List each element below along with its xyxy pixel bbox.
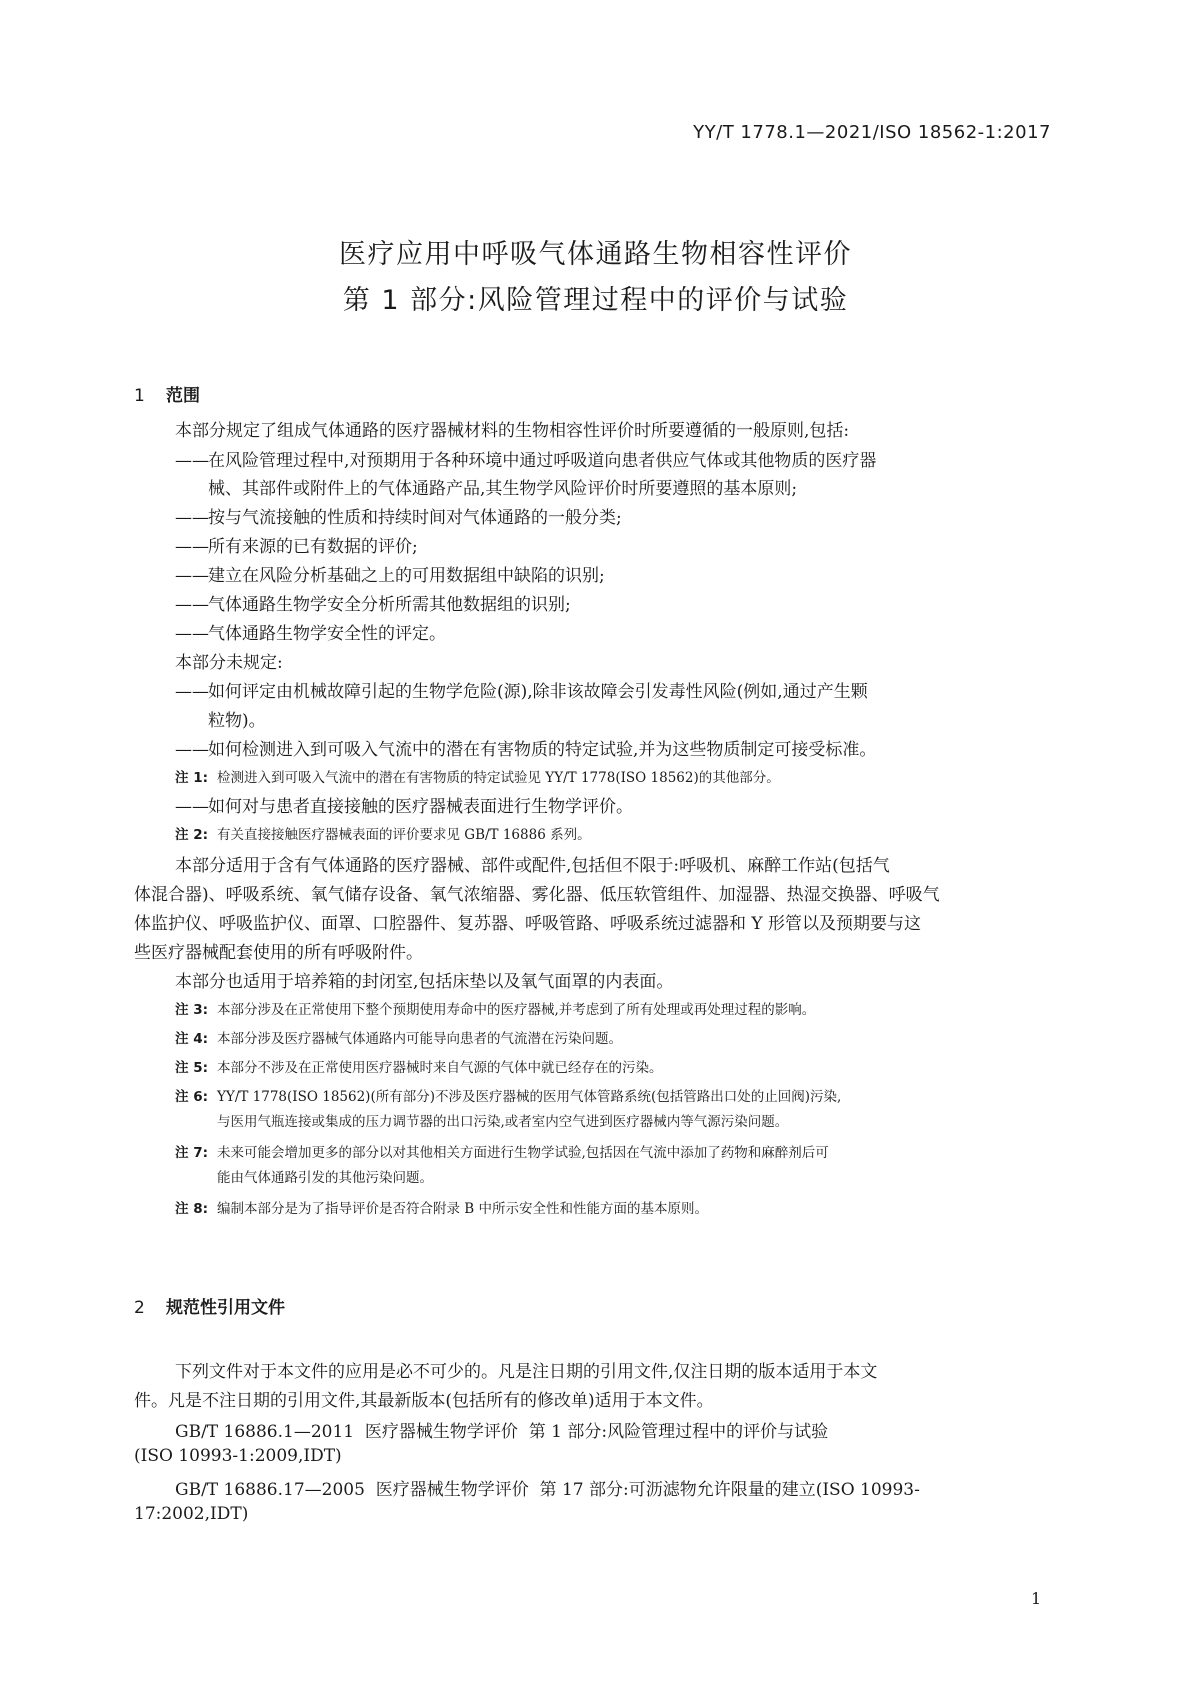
section-number: 1 [134, 386, 145, 406]
dash-item: ——如何对与患者直接接触的医疗器械表面进行生物学评价。 [175, 797, 633, 817]
note-label: 注 8: [175, 1201, 208, 1217]
dash-item-continuation: 械、其部件或附件上的气体通路产品,其生物学风险评价时所要遵照的基本原则; [208, 479, 798, 499]
reference-item-cont: (ISO 10993-1:2009,IDT) [134, 1446, 342, 1466]
note-label: 注 2: [175, 827, 208, 843]
applies-paragraph-cont: 些医疗器械配套使用的所有呼吸附件。 [134, 943, 423, 963]
note-continuation: 能由气体通路引发的其他污染问题。 [217, 1170, 433, 1186]
dash-item: ——按与气流接触的性质和持续时间对气体通路的一般分类; [175, 508, 622, 528]
references-paragraph-cont: 件。凡是不注日期的引用文件,其最新版本(包括所有的修改单)适用于本文件。 [134, 1391, 714, 1411]
reference-item: GB/T 16886.1—2011 医疗器械生物学评价 第 1 部分:风险管理过程中的评价与试验 [175, 1422, 829, 1442]
reference-item: GB/T 16886.17—2005 医疗器械生物学评价 第 17 部分:可沥滤物允许限量的建立(ISO 10993- [175, 1480, 920, 1500]
dash-item: ——建立在风险分析基础之上的可用数据组中缺陷的识别; [175, 566, 605, 586]
note: 注 1: 检测进入到可吸入气流中的潜在有害物质的特定试验见 YY/T 1778(ISO 18562)的其他部分。 [175, 766, 780, 786]
references-paragraph: 下列文件对于本文件的应用是必不可少的。凡是注日期的引用文件,仅注日期的版本适用于本文 [175, 1362, 878, 1382]
dash-item: ——气体通路生物学安全分析所需其他数据组的识别; [175, 595, 571, 615]
dash-item: ——气体通路生物学安全性的评定。 [175, 624, 446, 644]
note-label: 注 5: [175, 1060, 208, 1076]
note-label: 注 6: [175, 1089, 208, 1105]
section-2-heading [134, 1293, 285, 1318]
note-label: 注 4: [175, 1031, 208, 1047]
note-continuation: 与医用气瓶连接或集成的压力调节器的出口污染,或者室内空气进到医疗器械内等气源污染问题。 [217, 1114, 789, 1130]
note: 注 7: 未来可能会增加更多的部分以对其他相关方面进行生物学试验,包括因在气流中添加了药物和麻醉剂后可 [175, 1141, 829, 1161]
note-label: 注 7: [175, 1145, 208, 1161]
incubator-paragraph: 本部分也适用于培养箱的封闭室,包括床垫以及氧气面罩的内表面。 [175, 972, 674, 992]
section-1-heading [134, 381, 200, 406]
dash-item: ——在风险管理过程中,对预期用于各种环境中通过呼吸道向患者供应气体或其他物质的医疗器 [175, 451, 877, 471]
dash-item-continuation: 粒物)。 [208, 711, 266, 731]
note: 注 5: 本部分不涉及在正常使用医疗器械时来自气源的气体中就已经存在的污染。 [175, 1056, 663, 1076]
note-label: 注 1: [175, 770, 208, 786]
note-label: 注 3: [175, 1002, 208, 1018]
page-number: 1 [1031, 1589, 1042, 1608]
doc-title-line2: 第 1 部分:风险管理过程中的评价与试验 [342, 285, 849, 316]
section-title: 范围 [166, 386, 200, 406]
dash-item: ——如何检测进入到可吸入气流中的潜在有害物质的特定试验,并为这些物质制定可接受标准。 [175, 740, 877, 760]
dash-item: ——所有来源的已有数据的评价; [175, 537, 418, 557]
not-specified-heading: 本部分未规定: [175, 653, 283, 673]
section-number: 2 [134, 1298, 145, 1318]
note: 注 2: 有关直接接触医疗器械表面的评价要求见 GB/T 16886 系列。 [175, 823, 591, 843]
section-title: 规范性引用文件 [166, 1298, 285, 1318]
note: 注 8: 编制本部分是为了指导评价是否符合附录 B 中所示安全性和性能方面的基本原则。 [175, 1197, 708, 1217]
scope-intro: 本部分规定了组成气体通路的医疗器械材料的生物相容性评价时所要遵循的一般原则,包括: [175, 421, 850, 441]
reference-item-cont: 17:2002,IDT) [134, 1504, 249, 1524]
note: 注 4: 本部分涉及医疗器械气体通路内可能导向患者的气流潜在污染问题。 [175, 1027, 622, 1047]
applies-paragraph-cont: 体监护仪、呼吸监护仪、面罩、口腔器件、复苏器、呼吸管路、呼吸系统过滤器和 Y 形管以及预期要与这 [134, 914, 922, 934]
applies-paragraph-cont: 体混合器)、呼吸系统、氧气储存设备、氧气浓缩器、雾化器、低压软管组件、加湿器、热湿交换器、呼吸气 [134, 885, 940, 905]
standard-code: YY/T 1778.1—2021/ISO 18562-1:2017 [693, 122, 1051, 143]
note: 注 3: 本部分涉及在正常使用下整个预期使用寿命中的医疗器械,并考虑到了所有处理或再处理过程的影响。 [175, 998, 815, 1018]
note: 注 6: YY/T 1778(ISO 18562)(所有部分)不涉及医疗器械的医用气体管路系统(包括管路出口处的止回阀)污染, [175, 1085, 841, 1105]
applies-paragraph: 本部分适用于含有气体通路的医疗器械、部件或配件,包括但不限于:呼吸机、麻醉工作站(包括气 [175, 856, 890, 876]
doc-title-line1: 医疗应用中呼吸气体通路生物相容性评价 [339, 239, 852, 270]
dash-item: ——如何评定由机械故障引起的生物学危险(源),除非该故障会引发毒性风险(例如,通过产生颗 [175, 682, 868, 702]
